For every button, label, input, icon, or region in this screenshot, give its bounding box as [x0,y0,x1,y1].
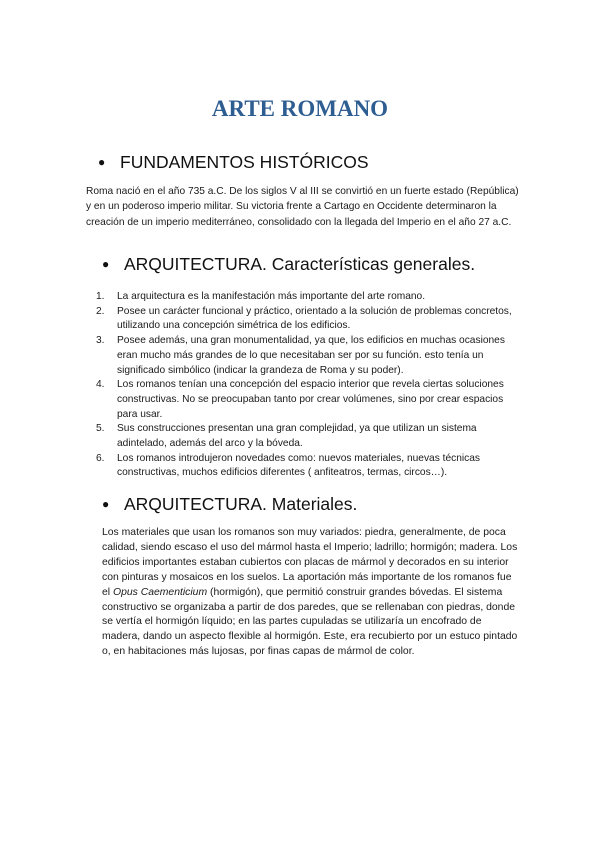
caracteristicas-list [96,290,526,481]
section-heading-arquitectura-caracteristicas [102,254,475,275]
section-heading-arquitectura-materiales [102,494,357,515]
list-item-text: Los romanos introdujeron novedades como: nuevos materiales, nuevas técnicas constructivas, muchos edificios diferentes ( anfiteatros, termas, circos…). [117,452,480,479]
paragraph-fundamentos: Roma nació en el año 735 a.C. De los siglos V al III se convirtió en un fuerte estado (República) y en un poderoso imperio militar. Su victoria frente a Cartago en Occidente determinaron la creación de un imperio mediterráneo, consolidado con la llegada del Imperio en el año 27 a.C. [86,186,519,228]
section-heading-label: ARQUITECTURA. Materiales. [124,494,358,514]
list-item-text: Posee un carácter funcional y práctico, orientado a la solución de problemas concretos, utilizando una concepción simétrica de los edificios. [117,305,512,332]
list-item [96,452,526,481]
list-item [96,290,526,305]
bullet-icon: ● [102,497,110,511]
list-item-text: Posee además, una gran monumentalidad, ya que, los edificios en muchas ocasiones eran mucho más grandes de lo que necesitaban ser por su función. esto tenía un significado simbólico (indicar la grandeza de Roma y su poder). [117,335,505,376]
list-item-number: 1. [96,291,105,302]
list-item-text: Los romanos tenían una concepción del espacio interior que revela ciertas soluciones constructivas. No se preocupaban tanto por crear volúmenes, sino por crear espacios para usar. [117,379,504,420]
list-item [96,378,526,422]
list-item-number: 2. [96,305,105,317]
bullet-icon: ● [102,257,110,271]
list-item-number: 5. [96,423,105,435]
list-item-text: Sus construcciones presentan una gran complejidad, ya que utilizan un sistema adintelado, además del arco y la bóveda. [117,423,477,450]
section-heading-fundamentos [98,152,369,173]
page-title: ARTE ROMANO [211,96,389,121]
bullet-icon: ● [98,155,106,169]
list-item-number: 6. [96,452,105,464]
paragraph-italic-term: Opus Caementicium [112,586,208,598]
list-item-number: 3. [96,335,105,347]
section-heading-label: ARQUITECTURA. Características generales. [124,254,476,274]
list-item-text: La arquitectura es la manifestación más importante del arte romano. [117,291,426,302]
paragraph-text-end: (hormigón), que permitió construir grandes bóvedas. El sistema constructivo se organizaba a partir de dos paredes, que se rellenaban con piedras, donde se vertía el hormigón líquido; en las partes cupuladas se utilizaría un encofrado de madera, dando un aspecto flexible al hormigón. Este, era recubierto por un estuco pintado o, en habitaciones más lujosas, por finas capas de mármol de color. [102,586,518,658]
paragraph-text-start: Los materiales que usan los romanos son muy variados: piedra, generalmente, de poca calidad, siendo escaso el uso del mármol hasta el Imperio; ladrillo; hormigón; madera. Los edificios importantes estaban cubiertos con placas de mármol y decorados en su interior con pinturas y mosaicos en los suelos. La aportación más importante de los romanos fue el [102,527,518,598]
list-item-number: 4. [96,379,105,391]
list-item [96,334,526,378]
section-heading-label: FUNDAMENTOS HISTÓRICOS [120,152,369,172]
list-item [96,305,526,334]
list-item [96,422,526,451]
paragraph-materiales [102,526,520,660]
